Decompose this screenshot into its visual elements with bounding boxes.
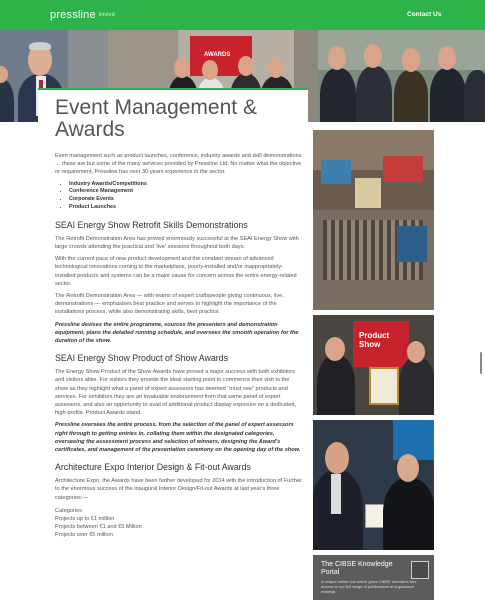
product-show-sign [353, 321, 409, 367]
certificate-detail [369, 367, 399, 405]
person-figure [0, 80, 14, 122]
section-heading-retrofit: SEAI Energy Show Retrofit Skills Demonstrations [55, 219, 248, 230]
categories-label: Categories [55, 507, 83, 514]
section-heading-product-awards: SEAI Energy Show Product of Show Awards [55, 353, 228, 364]
pressline-logo[interactable] [50, 9, 115, 21]
banner-detail [393, 420, 434, 460]
portal-title: The CIBSE Knowledge Portal [321, 561, 393, 576]
services-list [69, 181, 302, 212]
person-head [402, 48, 420, 72]
category-item: Projects up to €1 million [55, 515, 115, 522]
person-figure [399, 357, 434, 415]
booth-detail [355, 178, 381, 208]
page-scrollbar[interactable] [480, 352, 482, 374]
header-photo-3 [318, 30, 485, 122]
awards-sign-text: AWARDS [204, 52, 231, 58]
section-paragraph: With the current pace of new product development and the constant stream of advanced technological innovations coming to the marketplace, poorly-installed and/or inappropriately-installed products and systems can be a major cause for concern across the entire energy-related sector. [55, 256, 297, 287]
award-presentation-photo[interactable] [313, 420, 434, 550]
product-show-photo[interactable] [313, 315, 434, 415]
product-show-sign-text: Product Show [359, 331, 390, 349]
person-figure [320, 68, 356, 122]
shirt-detail [331, 474, 341, 514]
person-head [397, 454, 419, 482]
person-head [174, 58, 190, 78]
person-figure [464, 70, 485, 122]
list-item: • Conference Management [69, 188, 302, 196]
intro-paragraph: Even management such as product launches, conference, industry awards and skill demonstrations … these are but some of the many services provided by Pressline Ltd. No matter what the objective or requirement, Pressline has over 30 years experience in the sector. [55, 153, 302, 176]
booth-detail [397, 226, 427, 262]
category-item: Projects over €5 million [55, 531, 113, 538]
person-figure [383, 478, 434, 550]
person-head [325, 337, 345, 361]
page-title: Event Management & Awards [55, 96, 257, 141]
main-content [55, 152, 302, 539]
person-figure [317, 355, 355, 415]
person-head [407, 341, 425, 363]
logo-main-text: pressline [50, 9, 96, 21]
booth-detail [321, 160, 351, 184]
logo-sub-text: limited [98, 12, 115, 18]
category-item: Projects between €1 and €5 Million [55, 523, 142, 530]
person-head [328, 46, 346, 70]
section-paragraph: The Retrofit Demonstration Area — with teams of expert craftspeople giving continuous, live, demonstrations — emphasises best practice and serves to highlight the importance of the installations process, while also demonstrating skills, best practice. [55, 293, 284, 316]
person-head [364, 44, 382, 68]
section-paragraph: The Retrofit Demonstration Area has proved enormously successful at the SEAI Energy Show with large crowds attending the practical and 'live' sessions throughout both days. [55, 235, 299, 250]
section-paragraph: The Energy Show Product of the Show Awards have proved a major success with both exhibitors and visitors alike. For visitors they provide the ideal starting point to commence their visit to the show as they highlight what a panel of expert assessors has deemed "must see" products and services. For exhibitors they are an invaluable endorsement from that same panel of expert assessors, and also an opportunity to avail of additional product display exposure on a dedicated, high-profile, Product Awards stand. [55, 369, 296, 417]
cibse-portal-banner[interactable] [313, 555, 434, 600]
section-paragraph: Architecture Expo, the Awards have been further developed for 2014 with the introduction of Further to the enormous success of the inaugural Interior Design/Fit-out Awards at last year's three categories:— [55, 478, 302, 501]
portal-description: A unique online tool which gives CIBSE members free access to our full range of publications and guidance material [321, 579, 417, 594]
person-head [438, 46, 456, 70]
list-item: • Product Launches [69, 204, 302, 212]
hair-detail [29, 42, 51, 50]
booth-detail [383, 156, 423, 182]
contact-us-link[interactable]: Contact Us [407, 11, 442, 18]
exhibition-hall-photo[interactable] [313, 130, 434, 310]
person-figure [356, 66, 392, 122]
portal-badge [411, 561, 429, 579]
section-emphasis: Pressline devises the entire programme, sources the presenters and demonstration equipment, plans the detailed running schedule, and oversees the smooth operation for the duration of the show. [55, 321, 299, 345]
person-figure [430, 68, 466, 122]
section-heading-architecture-expo: Architecture Expo Interior Design & Fit-out Awards [55, 462, 251, 473]
person-figure [394, 70, 428, 122]
person-head [238, 56, 254, 76]
top-navigation-bar [0, 0, 485, 30]
person-head [325, 442, 349, 474]
person-head [202, 60, 218, 80]
list-item: • Industry Awards/Competitions [69, 181, 302, 189]
list-item: • Corporate Events [69, 196, 302, 204]
person-head [268, 58, 284, 78]
section-emphasis: Pressline oversees the entire process, from the selection of the panel of expert assessors right through to getting entries in, collating them within the designated categories, overseeing the assessment process and selection of winners, designing the Award's certificates, and management of the presentation ceremony on the opening day of the show. [55, 422, 301, 454]
